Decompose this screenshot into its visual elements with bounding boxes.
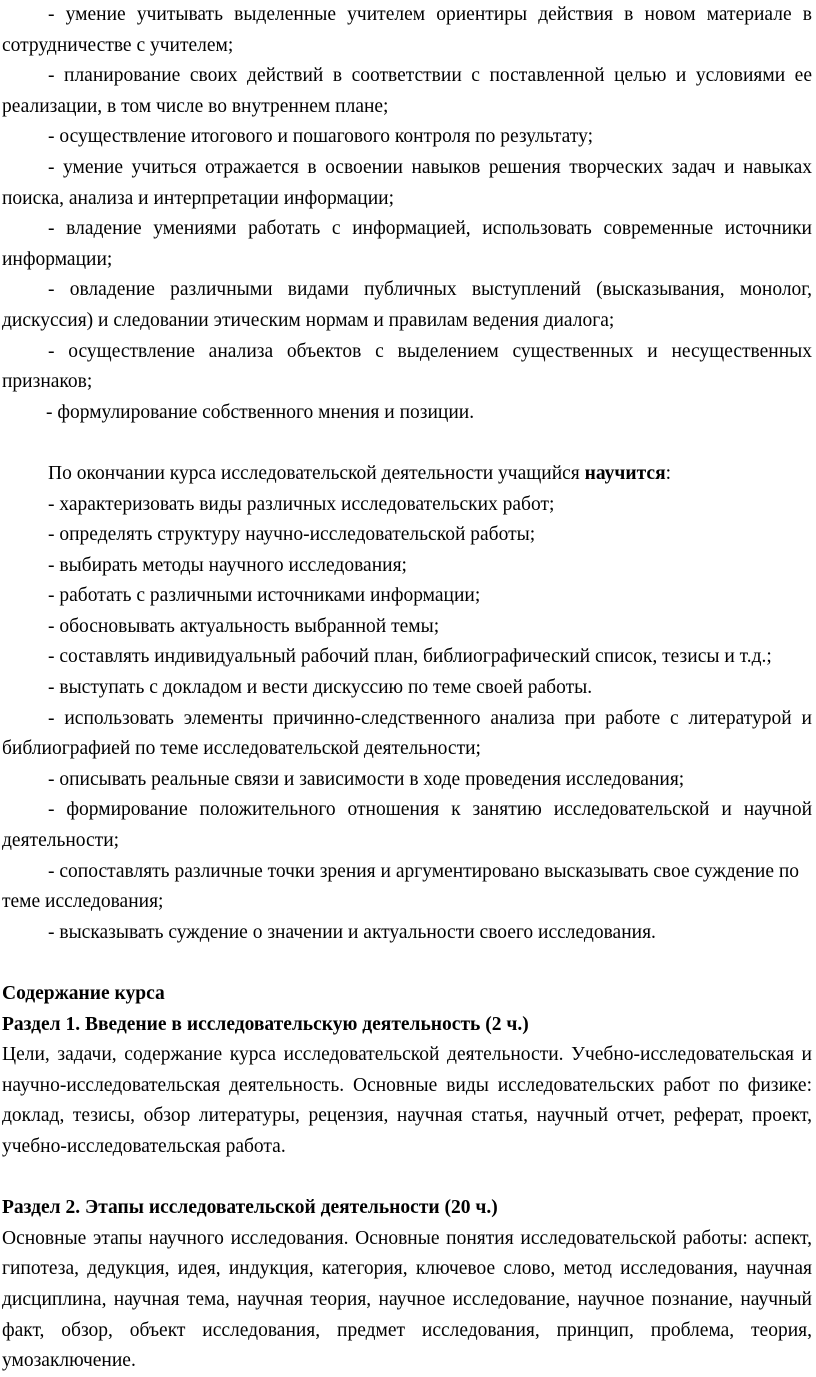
spacer	[2, 948, 812, 979]
intro-item: - владение умениями работать с информацией, использовать современные источники информации;	[2, 218, 812, 270]
learn-item: - формирование положительного отношения к занятию исследовательской и научной деятельности;	[2, 799, 812, 852]
section2-heading: Раздел 2. Этапы исследовательской деятельности (20 ч.)	[2, 1197, 498, 1219]
section1-heading: Раздел 1. Введение в исследовательскую деятельность (2 ч.)	[2, 1013, 529, 1035]
intro-item: - планирование своих действий в соответствии с поставленной целью и условиями ее реализации, в том числе во внутреннем плане;	[2, 65, 812, 117]
learn-item: - использовать элементы причинно-следственного анализа при работе с литературой и библиографией по теме исследовательской деятельности;	[2, 707, 812, 760]
learn-item: - обосновывать актуальность выбранной темы;	[48, 615, 440, 637]
section1-text: Цели, задачи, содержание курса исследовательской деятельности. Учебно-исследовательская и научно-исследовательская деятельность. Основные виды исследовательских работ по физике: доклад, тезисы, обзор литературы, рецензия, научная статья, научный отчет, реферат, проект, учебно-исследовательская работа.	[2, 1044, 812, 1157]
learn-lead-text: По окончании курса исследовательской деятельности учащийся	[48, 462, 585, 484]
spacer	[2, 428, 812, 459]
intro-item: - умение учитывать выделенные учителем ориентиры действия в новом материале в сотрудничестве с учителем;	[2, 4, 812, 56]
learn-lead-colon: :	[665, 462, 672, 484]
intro-item: - овладение различными видами публичных выступлений (высказывания, монолог, дискуссия) и следовании этическим нормам и правилам ведения диалога;	[2, 279, 812, 331]
intro-item: - формулирование собственного мнения и позиции.	[46, 401, 475, 423]
intro-item: - осуществление итогового и пошагового контроля по результату;	[48, 126, 593, 148]
learn-item: - работать с различными источниками информации;	[48, 585, 481, 607]
learn-item: - выступать с докладом и вести дискуссию по теме своей работы.	[48, 677, 593, 699]
intro-list	[2, 0, 812, 428]
learn-lead	[2, 459, 812, 490]
learn-item: - составлять индивидуальный рабочий план, библиографический список, тезисы и т.д.;	[48, 646, 772, 668]
learn-item: - сопоставлять различные точки зрения и аргументировано высказывать свое суждение по теме исследования;	[2, 860, 800, 913]
spacer	[2, 1163, 812, 1194]
learn-item: - выбирать методы научного исследования;	[48, 554, 407, 576]
learn-item: - высказывать суждение о значении и актуальности своего исследования.	[48, 921, 656, 943]
learn-lead-emphasis: научится	[584, 462, 666, 484]
learn-item: - определять структуру научно-исследовательской работы;	[48, 524, 536, 546]
course-content	[2, 979, 812, 1377]
learn-item: - описывать реальные связи и зависимости в ходе проведения исследования;	[48, 768, 685, 790]
intro-item: - осуществление анализа объектов с выделением существенных и несущественных признаков;	[2, 340, 812, 393]
section2-text: Основные этапы научного исследования. Основные понятия исследовательской работы: аспект, гипотеза, дедукция, идея, индукция, категория, ключевое слово, метод исследования, научная дисциплина, научная тема, научная теория, научное исследование, научное познание, научный факт, обзор, объект исследования, предмет исследования, принцип, проблема, теория, умозаключение.	[2, 1227, 812, 1372]
intro-item: - умение учиться отражается в освоении навыков решения творческих задач и навыках поиска, анализа и интерпретации информации;	[2, 156, 812, 209]
learn-item: - характеризовать виды различных исследовательских работ;	[48, 493, 555, 515]
learn-outcomes	[2, 459, 812, 949]
content-heading: Содержание курса	[2, 983, 165, 1004]
